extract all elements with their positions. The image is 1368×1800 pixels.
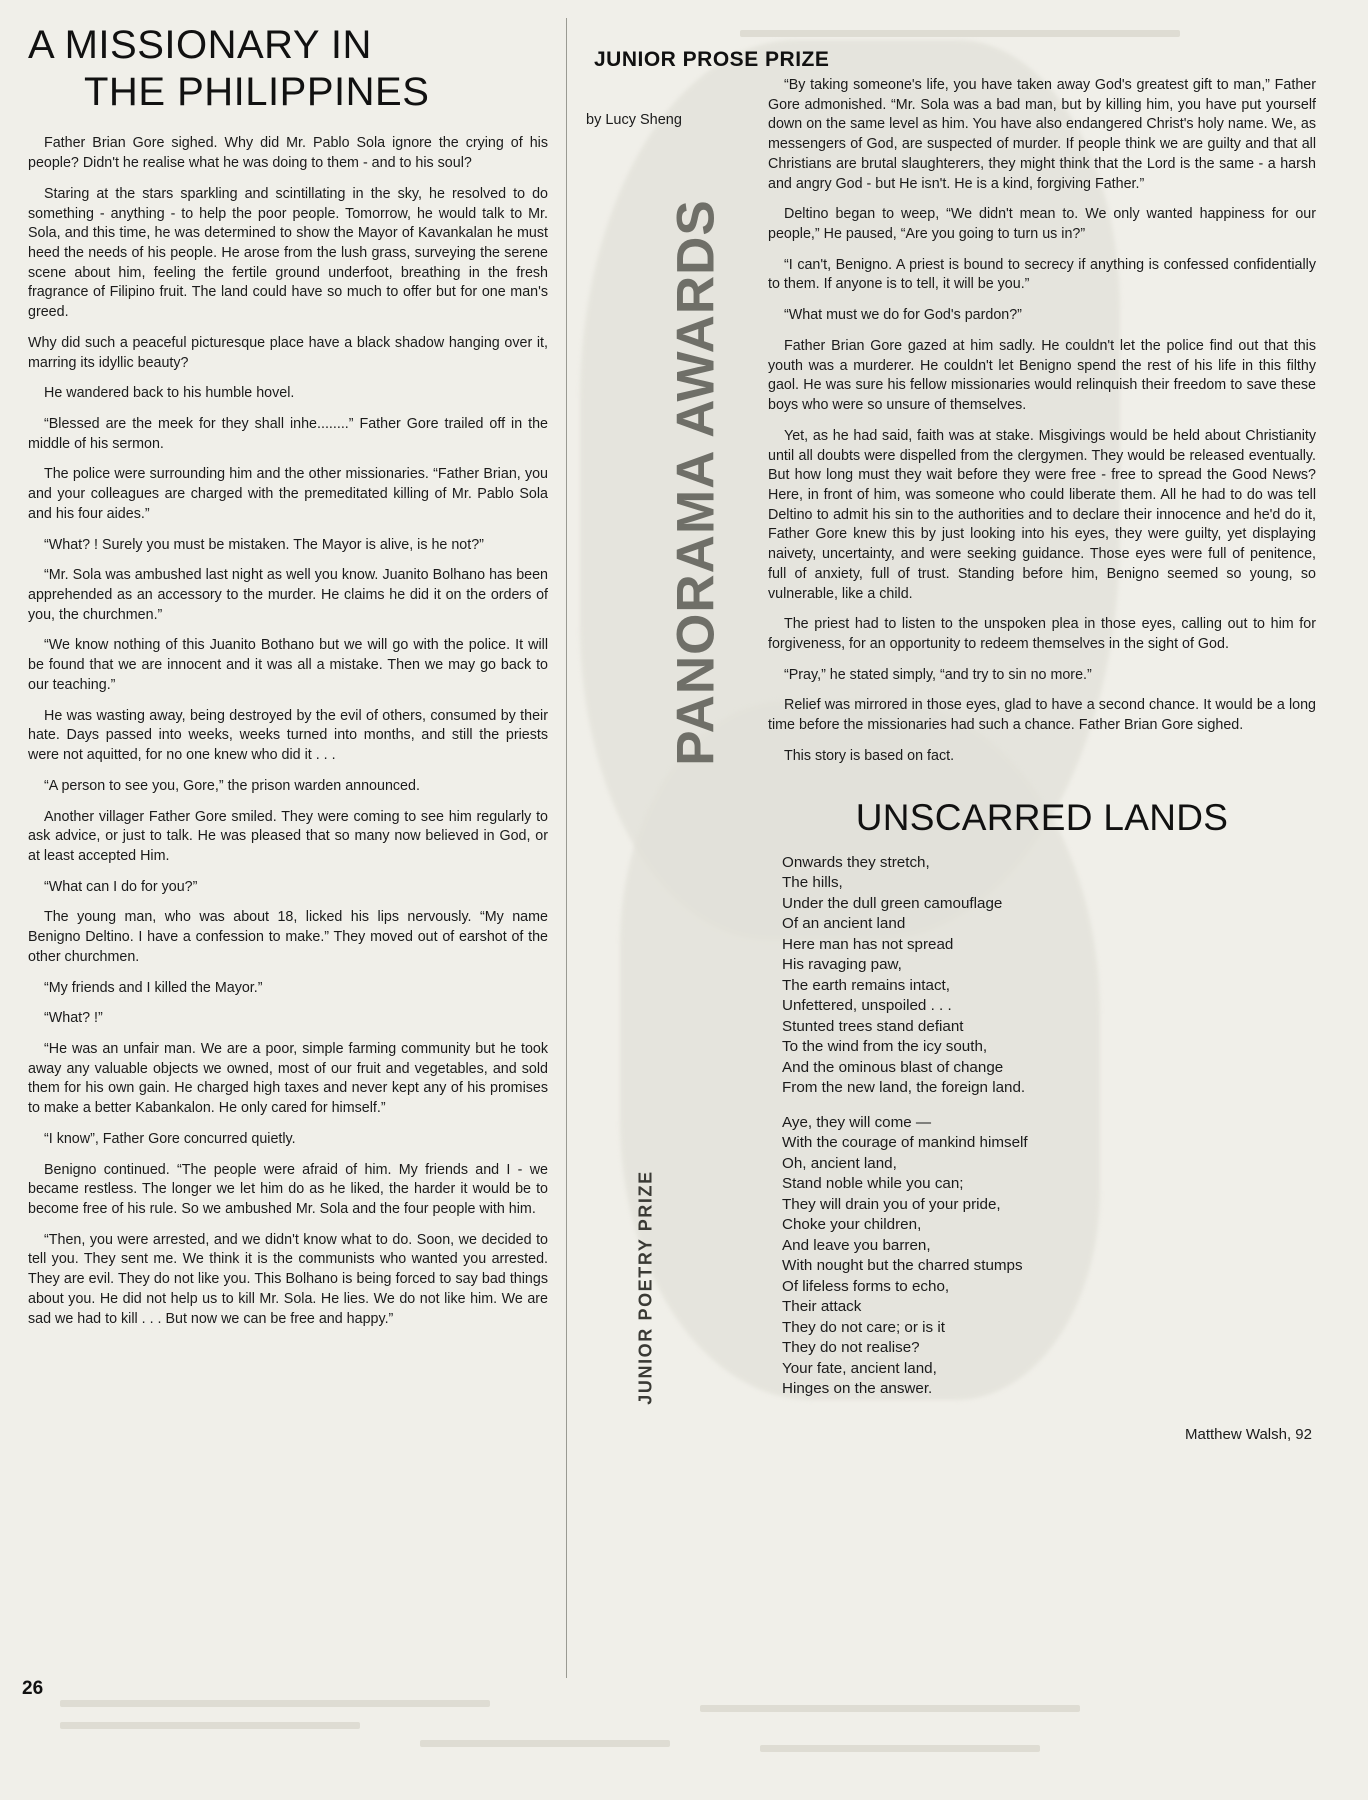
poem-line: Of an ancient land xyxy=(782,915,906,933)
story-paragraph: Father Brian Gore sighed. Why did Mr. Pablo Sola ignore the crying of his people? Didn't he realise what he was doing to them - and to his soul? xyxy=(28,135,548,172)
poem-line: Aye, they will come — xyxy=(782,1113,932,1131)
poem-line: They do not realise? xyxy=(782,1339,920,1357)
junior-poetry-prize-label: JUNIOR POETRY PRIZE xyxy=(635,1170,656,1405)
story-paragraph: “We know nothing of this Juanito Bothano but we will go with the police. It will be found that we are innocent and it was all a mistake. Then we may go back to our teaching.” xyxy=(28,637,548,693)
poem-line: The hills, xyxy=(782,874,843,892)
article-title xyxy=(28,22,548,116)
poem-credit: Matthew Walsh, 92 xyxy=(1185,1425,1312,1443)
poem-line: Oh, ancient land, xyxy=(782,1154,897,1172)
story-paragraph: “I can't, Benigno. A priest is bound to secrecy if anything is confessed confidentially to them. If anyone is to tell, it will be you.” xyxy=(768,256,1316,293)
story-paragraph: “Then, you were arrested, and we didn't know what to do. Soon, we decided to tell you. They sent me. We think it is the communists who wanted you arrested. They are evil. They do not like you. This Bolhano is being forced to say bad things about you. He did not help us to kill Mr. Sola. He lies. We do not like him. We are sad we had to kill . . . But now we can be free and happy.” xyxy=(28,1231,548,1327)
story-paragraph: “Mr. Sola was ambushed last night as well you know. Juanito Bolhano has been apprehended as an accessory to the murder. He claims he did it on the orders of you, the churchmen.” xyxy=(28,567,548,623)
story-paragraph: “What must we do for God's pardon?” xyxy=(784,307,1022,324)
poem-line: Unfettered, unspoiled . . . xyxy=(782,997,952,1015)
poem-line: Of lifeless forms to echo, xyxy=(782,1277,950,1295)
story-paragraph: “He was an unfair man. We are a poor, simple farming community but he took away any valuable objects we owned, most of our fruit and vegetables, and sold them for his own gain. He charged high taxes and never kept any of his promises to make a better Kabankalon. He only cared for himself.” xyxy=(28,1040,548,1117)
article-byline: by Lucy Sheng xyxy=(586,112,682,128)
story-paragraph: “Pray,” he stated simply, “and try to sin no more.” xyxy=(784,666,1092,683)
story-paragraph: Relief was mirrored in those eyes, glad to have a second chance. It would be a long time before the missionaries had such a chance. Father Brian Gore sighed. xyxy=(768,697,1316,734)
story-paragraph: Father Brian Gore gazed at him sadly. He couldn't let the police find out that this youth was a murderer. He couldn't let Benigno spend the rest of his life in this filthy gaol. He was sure his fellow missionaries would relinquish their freedom to save these boys who were so unsure of themselves. xyxy=(768,337,1316,414)
story-paragraph: Deltino began to weep, “We didn't mean to. We only wanted happiness for our people,” He paused, “Are you going to turn us in?” xyxy=(768,206,1316,243)
left-column xyxy=(28,22,548,1340)
story-paragraph: Another villager Father Gore smiled. They were coming to see him regularly to ask advice, or just to talk. He was pleased that so many now believed in God, or at least accepted Him. xyxy=(28,808,548,864)
story-paragraph: “Blessed are the meek for they shall inhe........” Father Gore trailed off in the middle of his sermon. xyxy=(28,416,548,452)
poem-line: From the new land, the foreign land. xyxy=(782,1079,1026,1097)
story-paragraph: The police were surrounding him and the other missionaries. “Father Brian, you and your colleagues are charged with the premeditated killing of Mr. Pablo Sola and his four aides.” xyxy=(28,466,548,522)
poem-line: To the wind from the icy south, xyxy=(782,1038,988,1056)
story-paragraph: “My friends and I killed the Mayor.” xyxy=(44,979,263,996)
poem-line: Choke your children, xyxy=(782,1216,922,1234)
story-paragraph: “What can I do for you?” xyxy=(44,878,198,895)
poem-line: Your fate, ancient land, xyxy=(782,1359,937,1377)
story-paragraph: Staring at the stars sparkling and scintillating in the sky, he resolved to do something - anything - to help the poor people. Tomorrow, he would talk to Mr. Sola, and this time, he was determined to show the Mayor of Kavankalan he must heed the needs of his people. He arose from the lush grass, surveying the serene scene about him, feeling the fertile ground underfoot, breathing in the fresh fragrance of Filipino fruit. The land could have so much to offer but for one man's greed. xyxy=(28,185,548,321)
poem-line: His ravaging paw, xyxy=(782,956,902,974)
story-paragraph: Benigno continued. “The people were afraid of him. My friends and I - we became restless. The longer we let him do as he liked, the harder it would be to become free of his rule. So we ambushed Mr. Sola and the four people with him. xyxy=(28,1161,548,1217)
poem-line: Hinges on the answer. xyxy=(782,1380,933,1398)
poem-line: With nought but the charred stumps xyxy=(782,1257,1023,1275)
story-paragraph: He was wasting away, being destroyed by the evil of others, consumed by their hate. Days passed into weeks, weeks turned into months, and still the priests were not aquitted, for no one knew who did it . . . xyxy=(28,707,548,764)
poem-line: Stunted trees stand defiant xyxy=(782,1017,964,1035)
poem-line: They will drain you of your pride, xyxy=(782,1195,1001,1213)
poem-line: And leave you barren, xyxy=(782,1236,931,1254)
panorama-awards-vertical-title: PANORAMA AWARDS xyxy=(666,199,726,766)
poem-line: Onwards they stretch, xyxy=(782,853,930,871)
story-paragraph: Why did such a peaceful picturesque place have a black shadow hanging over it, marring its idyllic beauty? xyxy=(28,334,548,371)
poem-line: Stand noble while you can; xyxy=(782,1175,964,1193)
story-paragraph: “What? !” xyxy=(44,1010,103,1027)
story-paragraph: “By taking someone's life, you have taken away God's greatest gift to man,” Father Gore admonished. “Mr. Sola was a bad man, but by killing him, you have put yourself down on the same level as him. You have also endangered Christ's holy name. We, as messengers of God, are suspected of murder. If people think we are guilty and that all Christians are brutal slaughterers, they might think that the Lord is the same - a harsh and angry God - but He isn't. He is a kind, forgiving Father.” xyxy=(768,77,1316,192)
right-column xyxy=(768,76,1316,1443)
page-number: 26 xyxy=(22,1678,44,1699)
article-title-line1: A MISSIONARY IN xyxy=(28,23,372,67)
story-paragraph: “I know”, Father Gore concurred quietly. xyxy=(44,1130,296,1147)
story-paragraph: Yet, as he had said, faith was at stake. Misgivings would be held about Christianity until all doubts were dispelled from the clergymen. They would be released eventually. But how long must they wait before they were free - free to spread the Good News? Here, in front of him, was someone who could liberate them. All he had to do was tell Deltino to admit his sin to the authorities and to declare their innocence and he'd do it, Father Gore knew this by just looking into his eyes, they were guilty, yet displaying naivety, uncertainty, and were seeking guidance. Those eyes were full of penitence, full of anxiety, full of trust. Standing before him, Benigno seemed so young, so vulnerable, like a child. xyxy=(768,427,1316,602)
poem-stanza-2 xyxy=(768,1113,1316,1400)
poem-stanza-1 xyxy=(768,853,1316,1099)
poem-line: With the courage of mankind himself xyxy=(782,1134,1028,1152)
story-paragraph: “What? ! Surely you must be mistaken. The Mayor is alive, is he not?” xyxy=(44,536,484,553)
junior-prose-prize-label: JUNIOR PROSE PRIZE xyxy=(594,48,830,71)
story-paragraph: The young man, who was about 18, licked his lips nervously. “My name Benigno Deltino. I have a confession to make.” They moved out of earshot of the other churchmen. xyxy=(28,909,548,965)
story-paragraph: He wandered back to his humble hovel. xyxy=(44,385,295,402)
story-paragraph: “A person to see you, Gore,” the prison warden announced. xyxy=(44,777,420,794)
poem-line: Their attack xyxy=(782,1298,862,1316)
poem-line: Under the dull green camouflage xyxy=(782,894,1003,912)
poem-line: The earth remains intact, xyxy=(782,976,950,994)
poem-title: UNSCARRED LANDS xyxy=(855,796,1229,838)
story-paragraph: This story is based on fact. xyxy=(784,747,955,764)
poem-line: They do not care; or is it xyxy=(782,1318,945,1336)
story-paragraph: The priest had to listen to the unspoken plea in those eyes, calling out to him for forgiveness, for an opportunity to redeem themselves in the sight of God. xyxy=(768,616,1316,652)
poem-line: And the ominous blast of change xyxy=(782,1058,1004,1076)
article-title-line2: THE PHILIPPINES xyxy=(84,70,430,115)
poem-line: Here man has not spread xyxy=(782,935,954,953)
